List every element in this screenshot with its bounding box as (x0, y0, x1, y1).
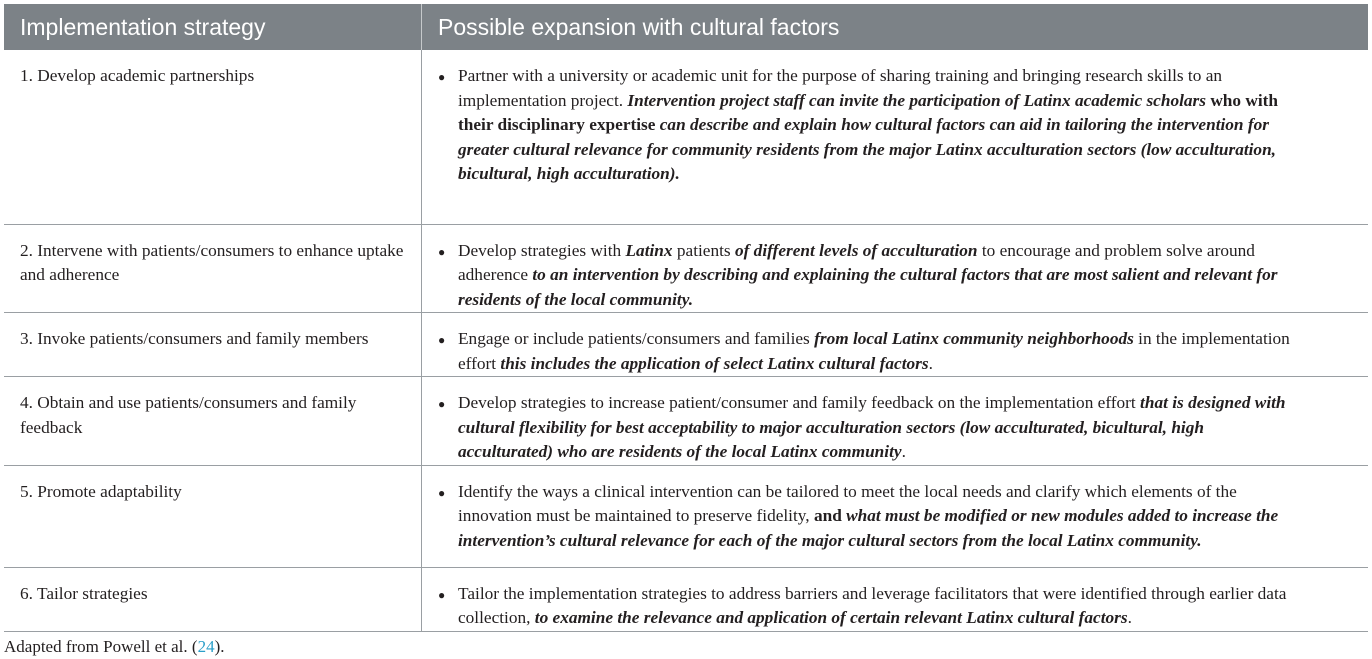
expansion-text (458, 239, 1298, 313)
text-segment: Develop strategies with (458, 240, 626, 260)
expansion-cell (422, 377, 1369, 466)
text-segment: Engage or include patients/consumers and families (458, 329, 815, 348)
bullet-icon: ● (438, 333, 446, 347)
expansion-cell (422, 224, 1369, 313)
expansion-cell (422, 313, 1369, 377)
text-segment: Intervention project staff can invite the participation of Latinx academic scholars (627, 90, 1206, 110)
text-segment: . (928, 353, 933, 373)
text-segment: patients (672, 240, 735, 260)
text-segment: of different levels of acculturation (734, 240, 978, 260)
expansion-text (458, 327, 1298, 376)
bullet-icon: ● (438, 485, 446, 500)
header-cultural-factors: Possible expansion with cultural factors (422, 4, 1369, 50)
bullet-icon: ● (438, 587, 446, 602)
text-segment: and (813, 506, 847, 525)
strategy-cell: 1. Develop academic partnerships (4, 50, 422, 224)
text-segment: Latinx (625, 240, 673, 260)
citation-link[interactable]: 24 (197, 637, 215, 656)
expansion-text (458, 64, 1298, 187)
bullet-icon: ● (438, 70, 446, 84)
table-row (4, 377, 1368, 466)
strategy-cell: 4. Obtain and use patients/consumers and family feedback (4, 377, 422, 466)
strategy-cell: 2. Intervene with patients/consumers to enhance uptake and adherence (4, 224, 422, 313)
text-segment: can describe and explain how cultural factors can aid in tailoring the intervention for greater cultural relevance for community residents from the major Latinx acculturation sectors (low acculturation, bicultural, high acculturation). (458, 115, 1277, 183)
text-segment: who with their disciplinary expertise (458, 90, 1279, 134)
text-segment: . (1127, 608, 1132, 627)
text-segment: that is designed with cultural flexibility for best acceptability to major acculturation sectors (low acculturated, bicultural, high acculturated) who are residents of the local Latinx community (458, 393, 1286, 461)
footnote-prefix: Adapted from Powell et al. ( (4, 637, 198, 656)
header-row (4, 4, 1368, 50)
text-segment: this includes the application of select Latinx cultural factors (500, 353, 929, 373)
text-segment: Identify the ways a clinical intervention can be tailored to meet the local needs and clarify which elements of the innovation must be maintained to preserve fidelity, (458, 481, 1237, 525)
expansion-cell (422, 465, 1369, 567)
expansion-cell (422, 567, 1369, 631)
bullet-icon: ● (438, 397, 446, 411)
text-segment: Tailor the implementation strategies to address barriers and leverage facilitators that were identified through earlier data collection, (458, 583, 1287, 627)
table-row (4, 313, 1368, 377)
expansion-text (458, 582, 1298, 631)
table-row (4, 567, 1368, 631)
table-row (4, 50, 1368, 224)
table-row (4, 465, 1368, 567)
table-container (4, 4, 1368, 632)
text-segment: in the implementation effort (458, 329, 1290, 373)
bullet-icon: ● (438, 244, 446, 259)
expansion-cell (422, 50, 1369, 224)
strategy-cell: 6. Tailor strategies (4, 567, 422, 631)
text-segment: Develop strategies to increase patient/consumer and family feedback on the implementation effort (458, 393, 1141, 412)
text-segment: what must be modified or new modules added to increase the intervention’s cultural relevance for each of the major cultural sectors from the local Latinx community. (458, 506, 1279, 550)
header-implementation-strategy: Implementation strategy (4, 4, 422, 50)
expansion-text (458, 480, 1298, 554)
table-row (4, 224, 1368, 313)
text-segment: from local Latinx community neighborhoods (814, 329, 1134, 348)
text-segment: Partner with a university or academic unit for the purpose of sharing training and bringing research skills to an implementation project. (458, 66, 1223, 110)
strategy-table (4, 4, 1368, 632)
footnote-suffix: ). (214, 637, 225, 656)
text-segment: to an intervention by describing and explaining the cultural factors that are most salient and relevant for residents of the local community. (458, 265, 1278, 309)
table-footnote (4, 637, 224, 657)
text-segment: to encourage and problem solve around adherence (458, 240, 1255, 284)
expansion-text (458, 391, 1298, 465)
strategy-cell: 3. Invoke patients/consumers and family members (4, 313, 422, 377)
text-segment: to examine the relevance and application of certain relevant Latinx cultural factors (534, 608, 1128, 627)
text-segment: . (901, 442, 906, 461)
strategy-cell: 5. Promote adaptability (4, 465, 422, 567)
